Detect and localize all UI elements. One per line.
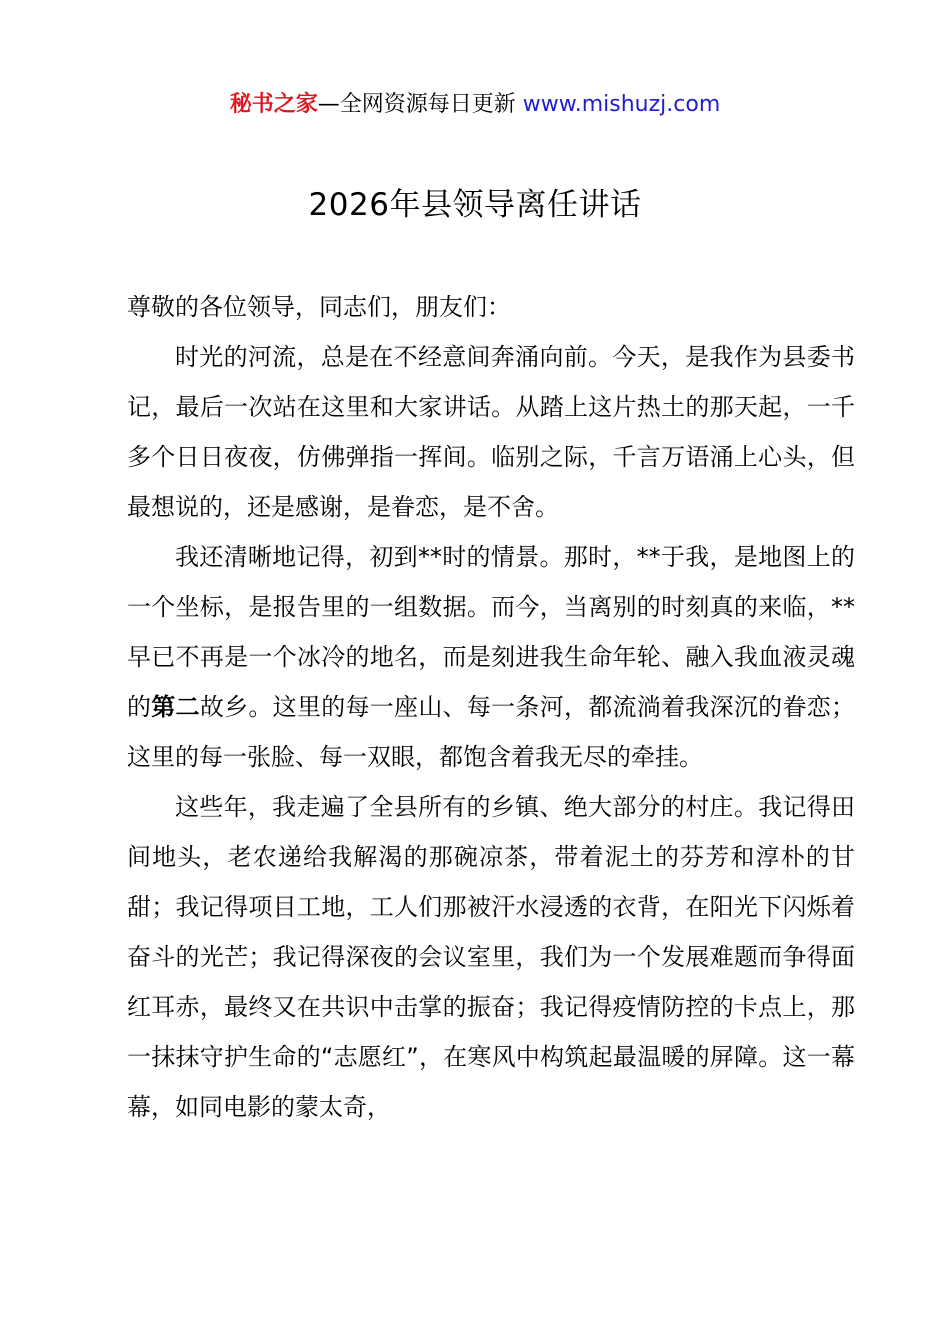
site-url-link[interactable]: www.mishuzj.com [522,92,721,117]
document-title: 2026年县领导离任讲话 [308,187,642,223]
paragraph-3: 这些年，我走遍了全县所有的乡镇、绝大部分的村庄。我记得田间地头，老农递给我解渴的那碗凉茶，带着泥土的芬芳和淳朴的甘甜；我记得项目工地，工人们那被汗水浸透的衣背，在阳光下闪烁着奋斗的光芒；我记得深夜的会议室里，我们为一个发展难题而争得面红耳赤，最终又在共识中击掌的振奋；我记得疫情防控的卡点上，那一抹抹守护生命的“志愿红”，在寒风中构筑起最温暖的屏障。这一幕幕，如同电影的蒙太奇， [127,793,855,1121]
paragraph-1: 时光的河流，总是在不经意间奔涌向前。今天，是我作为县委书记，最后一次站在这里和大家讲话。从踏上这片热土的那天起，一千多个日日夜夜，仿佛弹指一挥间。临别之际，千言万语涌上心头，但最想说的，还是感谢，是眷恋，是不舍。 [127,343,855,521]
paragraph-2-bold-text: 第二 [151,693,200,721]
paragraph-2-text-b: 故乡。这里的每一座山、每一条河，都流淌着我深沉的眷恋；这里的每一张脸、每一双眼，都饱含着我无尽的牵挂。 [127,693,856,771]
paragraph-2-text-a: 我还清晰地记得，初到**时的情景。那时，**于我，是地图上的一个坐标，是报告里的一组数据。而今，当离别的时刻真的来临，**早已不再是一个冰冷的地名，而是刻进我生命年轮、融入我血液灵魂的 [127,543,855,721]
document-body [127,282,855,1132]
salutation: 尊敬的各位领导，同志们，朋友们： [127,293,511,321]
header-tagline: —全网资源每日更新 [317,92,523,117]
brand-name: 秘书之家 [229,92,318,117]
site-header [0,88,950,122]
paragraph-2 [127,532,855,782]
